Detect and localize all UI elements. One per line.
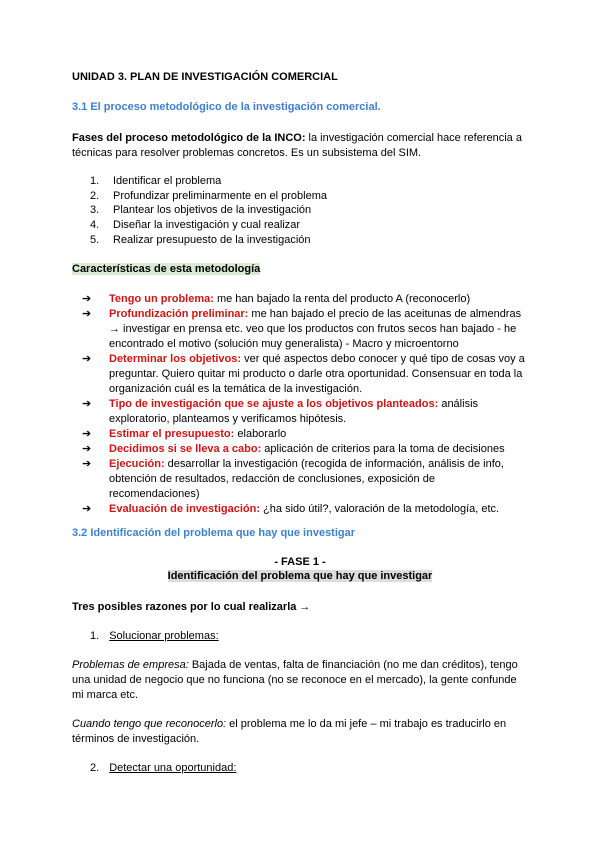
fase-title <box>36 570 564 582</box>
reason-item-1 <box>90 630 219 642</box>
arrow-icon: ➔ <box>82 398 92 410</box>
list-item <box>90 189 327 204</box>
arrow-icon: ➔ <box>82 308 92 320</box>
bullet-text: me han bajado la renta del producto A (reconocerlo) <box>213 293 471 305</box>
list-text: Identificar el problema <box>113 175 222 187</box>
list-item <box>82 457 528 502</box>
document-title: UNIDAD 3. PLAN DE INVESTIGACIÓN COMERCIAL <box>72 71 338 83</box>
reconocerlo-text: el problema me lo da mi jefe – mi trabajo es traducirlo en términos de investigación. <box>72 718 507 745</box>
fases-paragraph <box>72 131 532 161</box>
list-item <box>82 292 528 307</box>
fases-text: la investigación comercial hace referencia a técnicas para resolver problemas concretos. Es un subsistema del SIM. <box>72 132 522 159</box>
bullet-label: Evaluación de investigación: <box>109 503 260 515</box>
list-item <box>90 174 327 189</box>
bullet-text: aplicación de criterios para la toma de decisiones <box>261 443 505 455</box>
razones-heading: Tres posibles razones por lo cual realizarla → <box>72 601 311 613</box>
bullet-label: Tengo un problema: <box>109 293 214 305</box>
problemas-paragraph <box>72 658 528 703</box>
list-item <box>82 427 528 442</box>
section-heading-3-1: 3.1 El proceso metodológico de la investigación comercial. <box>72 101 381 113</box>
list-text: Plantear los objetivos de la investigación <box>113 204 312 217</box>
list-item <box>82 442 528 457</box>
arrow-icon: ➔ <box>82 458 92 470</box>
list-number: 1. <box>90 175 100 187</box>
bullet-text: ver qué aspectos debo conocer y qué tipo de cosas voy a preguntar. Quiero quitar mi producto o darle otra oportunidad. Consensuar en toda la organización cuál es la temática de la investigación. <box>109 353 525 395</box>
fases-label: Fases del proceso metodológico de la INCO: <box>72 132 306 144</box>
bullet-text: me han bajado el precio de las aceitunas de almendras → investigar en prensa etc. veo que los productos con frutos secos han bajado - he encontrado el motivo (solución muy generalista) - Macro y microentorno <box>109 308 522 350</box>
list-number: 2. <box>90 762 100 774</box>
bullet-text: desarrollar la investigación (recogida de información, análisis de info, obtención de resultados, redacción de conclusiones, exposición de recomendaciones) <box>109 458 504 500</box>
reason-text: Solucionar problemas: <box>109 630 219 642</box>
bullet-label: Ejecución: <box>109 458 165 470</box>
reason-item-2 <box>90 762 236 774</box>
bullet-label: Estimar el presupuesto: <box>109 428 235 440</box>
list-number: 1. <box>90 630 100 642</box>
bullet-label: Tipo de investigación que se ajuste a los objetivos planteados: <box>109 398 439 410</box>
arrow-icon: ➔ <box>82 503 92 515</box>
list-item <box>82 307 528 352</box>
fase-label: - FASE 1 - <box>274 556 326 568</box>
list-item <box>82 502 528 517</box>
steps-list <box>90 174 327 248</box>
caracteristicas-heading-text: Características de esta metodología <box>72 263 261 275</box>
list-number: 4. <box>90 219 100 232</box>
section-heading-3-2: 3.2 Identificación del problema que hay que investigar <box>72 527 356 539</box>
bullet-label: Determinar los objetivos: <box>109 353 242 365</box>
arrow-icon: ➔ <box>82 428 92 440</box>
list-number: 3. <box>90 204 100 217</box>
caracteristicas-heading <box>72 263 260 275</box>
list-number: 2. <box>90 189 100 202</box>
list-text: Diseñar la investigación y cual realizar <box>113 219 301 232</box>
list-item <box>90 233 327 248</box>
list-number: 5. <box>90 233 100 246</box>
list-item <box>90 218 327 233</box>
reconocerlo-label: Cuando tengo que reconocerlo: <box>72 718 227 730</box>
bullet-label: Decidimos si se lleva a cabo: <box>109 443 262 455</box>
list-item <box>82 397 528 427</box>
arrow-icon: ➔ <box>82 353 92 365</box>
bullet-label: Profundización preliminar: <box>109 308 249 320</box>
arrow-icon: ➔ <box>82 293 92 305</box>
characteristics-list <box>82 292 528 517</box>
fase-title-text: Identificación del problema que hay que investigar <box>167 570 433 582</box>
problemas-label: Problemas de empresa: <box>72 659 189 671</box>
bullet-text: ¿ha sido útil?, valoración de la metodología, etc. <box>260 503 500 515</box>
arrow-icon: ➔ <box>82 443 92 455</box>
list-item <box>90 203 327 218</box>
reconocerlo-paragraph <box>72 717 528 747</box>
bullet-text: elaborarlo <box>234 428 287 440</box>
list-text: Realizar presupuesto de la investigación <box>113 233 311 246</box>
list-item <box>82 352 528 397</box>
list-text: Profundizar preliminarmente en el problema <box>113 189 327 202</box>
reason-text: Detectar una oportunidad: <box>109 762 237 774</box>
bullet-text: análisis exploratorio, planteamos y verificamos hipótesis. <box>109 398 479 425</box>
problemas-text: Bajada de ventas, falta de financiación (no me dan créditos), tengo una unidad de negocio que no funciona (no se reconoce en el mercado), la gente confunde mi marca etc. <box>72 659 518 701</box>
